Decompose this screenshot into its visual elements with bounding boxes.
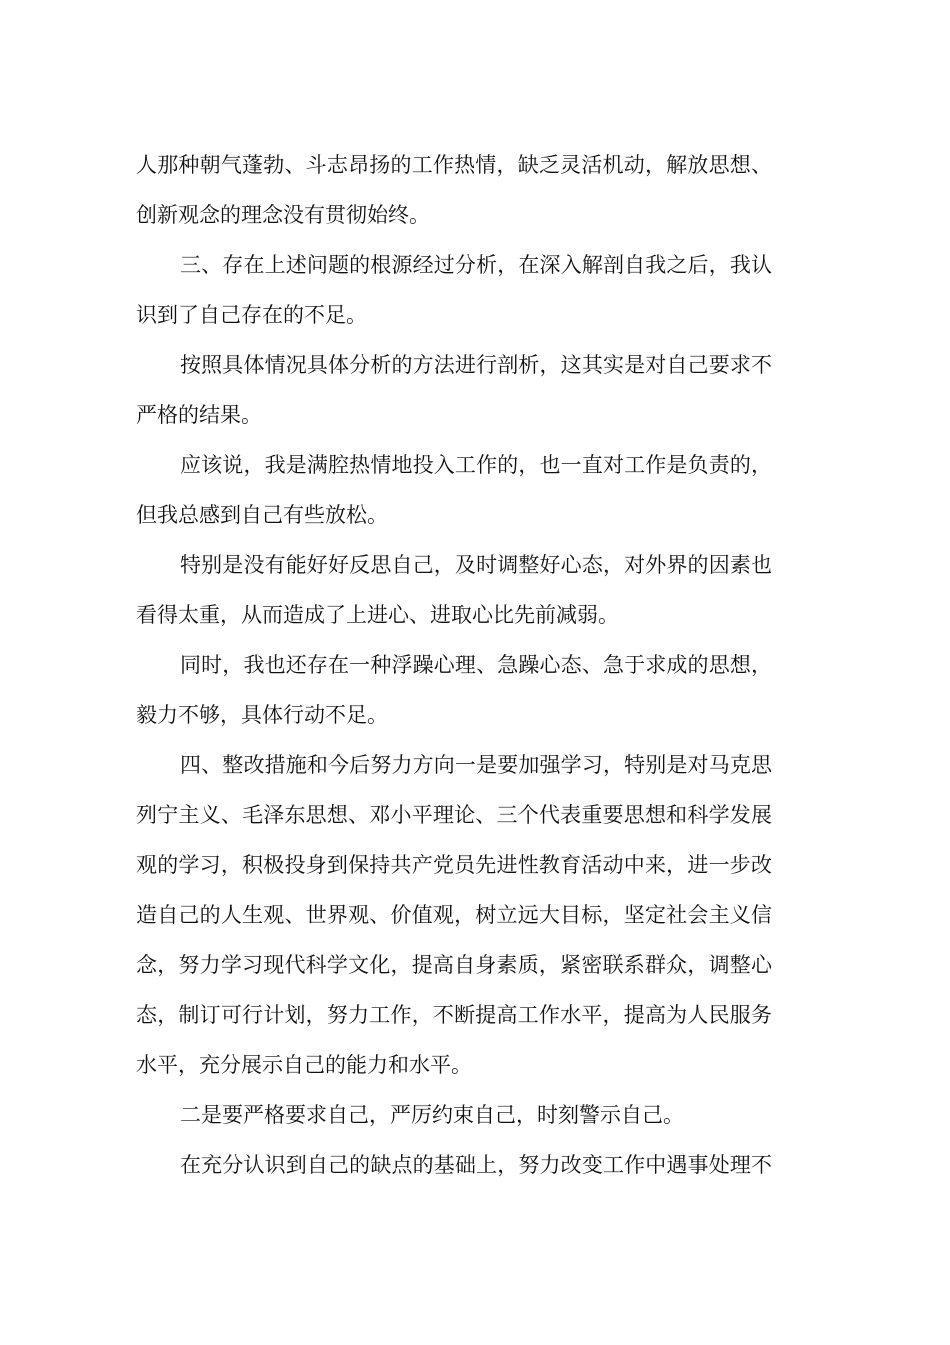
text-line: 看得太重，从而造成了上进心、进取心比先前减弱。 [136, 603, 619, 627]
text-line: 按照具体情况具体分析的方法进行剖析，这其实是对自己要求不 [180, 353, 772, 377]
text-line: 但我总感到自己有些放松。 [136, 503, 388, 527]
text-line: 列宁主义、毛泽东思想、邓小平理论、三个代表重要思想和科学发展 [136, 803, 772, 827]
text-line: 识到了自己存在的不足。 [136, 303, 367, 327]
text-line: 水平，充分展示自己的能力和水平。 [136, 1053, 472, 1077]
text-line: 态，制订可行计划，努力工作，不断提高工作水平，提高为人民服务 [136, 1003, 772, 1027]
text-line: 造自己的人生观、世界观、价值观，树立远大目标，坚定社会主义信 [136, 903, 772, 927]
text-line: 四、整改措施和今后努力方向一是要加强学习，特别是对马克思 [180, 753, 772, 777]
text-line: 创新观念的理念没有贯彻始终。 [136, 203, 430, 227]
text-line: 同时，我也还存在一种浮躁心理、急躁心态、急于求成的思想， [180, 653, 772, 677]
text-line: 三、存在上述问题的根源经过分析，在深入解剖自我之后，我认 [180, 253, 772, 277]
text-line: 念，努力学习现代科学文化，提高自身素质，紧密联系群众，调整心 [136, 953, 772, 977]
text-line: 人那种朝气蓬勃、斗志昂扬的工作热情，缺乏灵活机动，解放思想、 [136, 153, 772, 177]
text-line: 观的学习，积极投身到保持共产党员先进性教育活动中来，进一步改 [136, 853, 772, 877]
text-line: 毅力不够，具体行动不足。 [136, 703, 388, 727]
text-line: 严格的结果。 [136, 403, 262, 427]
text-line: 应该说，我是满腔热情地投入工作的，也一直对工作是负责的， [180, 453, 772, 477]
text-line: 特别是没有能好好反思自己，及时调整好心态，对外界的因素也 [180, 553, 772, 577]
text-line: 二是要严格要求自己，严厉约束自己，时刻警示自己。 [180, 1103, 684, 1127]
text-line: 在充分认识到自己的缺点的基础上，努力改变工作中遇事处理不 [180, 1153, 772, 1177]
document-body [136, 140, 772, 1190]
